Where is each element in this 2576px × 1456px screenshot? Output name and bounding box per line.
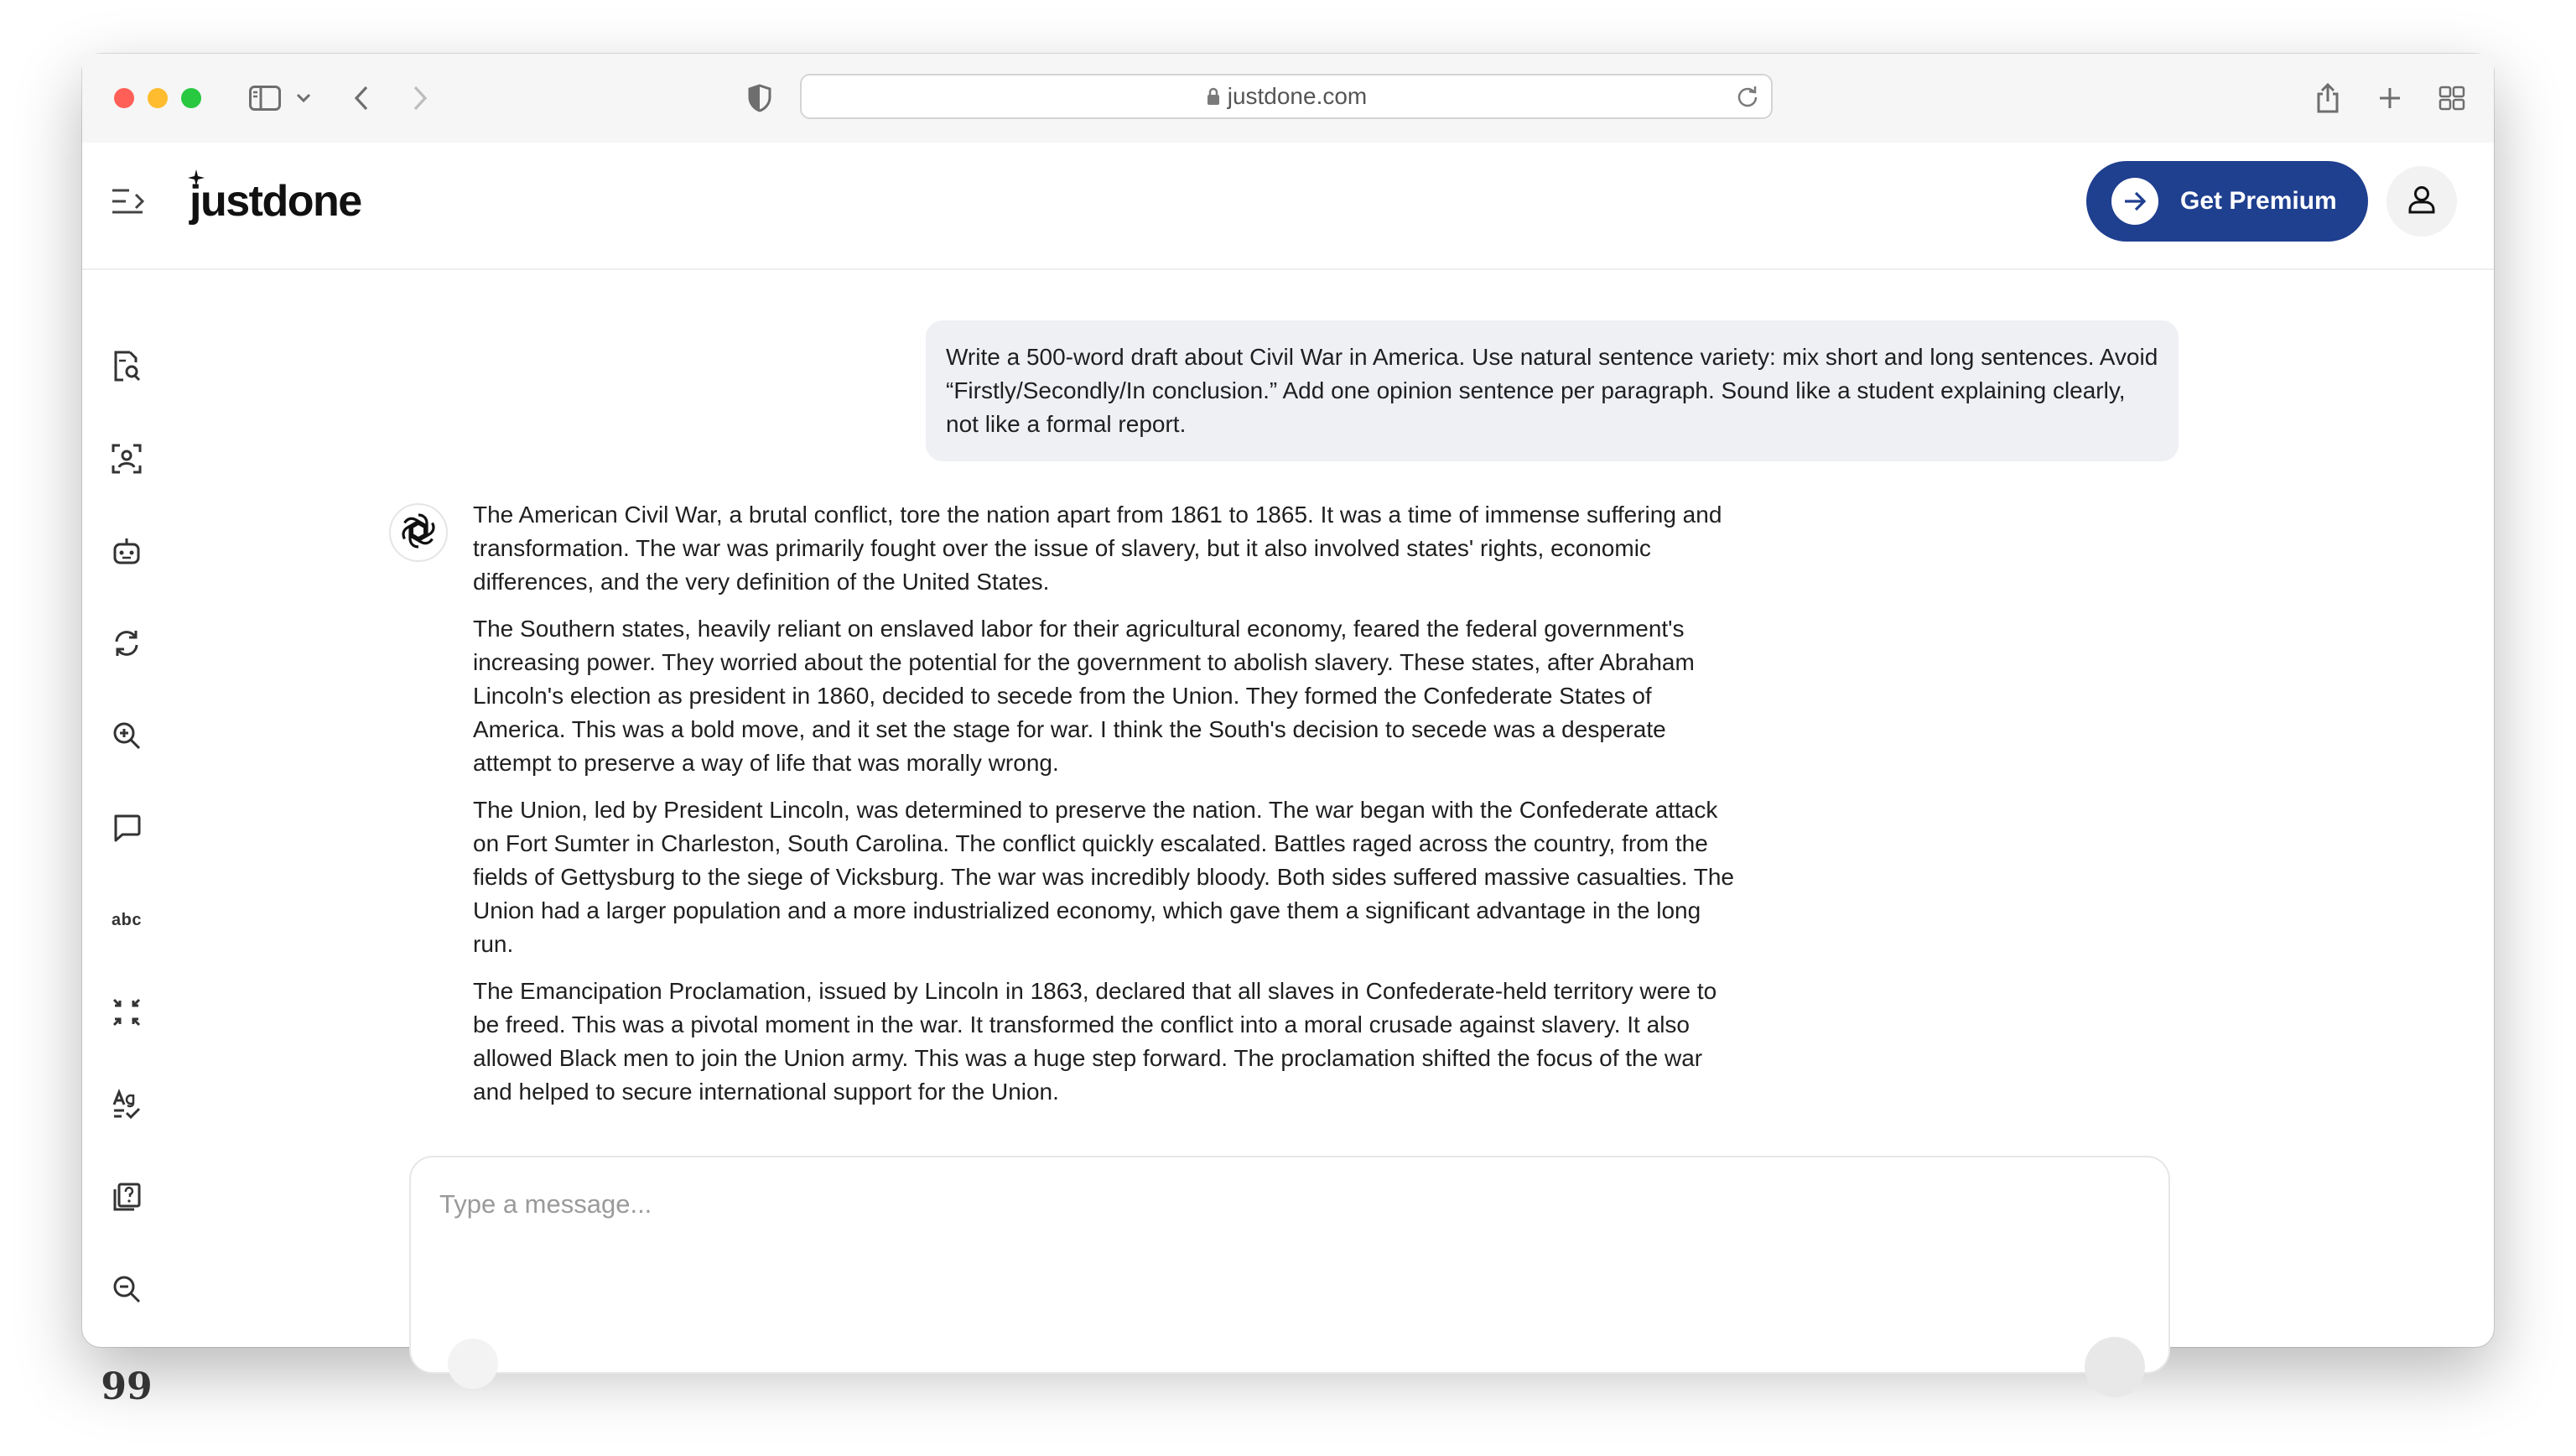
reload-icon[interactable] [1736, 85, 1759, 112]
response-paragraph: The American Civil War, a brutal conflict, tore the nation apart from 1861 to 1865. It was a time of immense suffering and transformation. The war was primarily fought over the issue of slavery, but it also involved states' rights, economic differences, and the very definition of the United States. [473, 502, 1722, 595]
message-input[interactable] [438, 1183, 1950, 1226]
response-paragraph: The Union, led by President Lincoln, was determined to preserve the nation. The war began with the Confederate attack on Fort Sumter in Charleston, South Carolina. The conflict quickly escalated. Battles raged across the country, from the fields of Gettysburg to the siege of Vicksburg. The war was incredibly bloody. Both sides suffered massive casualties. The Union had a larger population and a more industrialized economy, which gave them a significant advantage in the long run. [473, 797, 1734, 957]
scan-person-icon[interactable] [107, 439, 146, 478]
help-book-icon[interactable] [107, 1178, 146, 1216]
assistant-avatar [389, 503, 448, 562]
menu-expand-icon[interactable] [111, 186, 148, 221]
quote-icon[interactable]: 99 [101, 1365, 153, 1408]
logo[interactable]: justdone [190, 177, 361, 226]
share-icon[interactable] [2313, 79, 2343, 117]
rewrite-icon[interactable] [107, 624, 146, 663]
minimize-window-button[interactable] [148, 88, 168, 108]
browser-window [82, 54, 2494, 1408]
maximize-window-button[interactable] [181, 88, 201, 108]
privacy-shield-icon[interactable] [745, 79, 775, 117]
robot-icon[interactable] [107, 532, 146, 570]
lock-icon [1206, 77, 1221, 119]
message-composer [409, 1156, 2170, 1374]
document-search-icon[interactable] [107, 347, 146, 386]
compress-icon[interactable] [107, 993, 146, 1032]
user-message: Write a 500-word draft about Civil War in America. Use natural sentence variety: mix short and long sentences. Avoid “Firstly/Secondly/In conclusion.” Add one opinion sentence per paragraph. Sound like a student explaining clearly, not like a formal report. [926, 320, 2179, 461]
grammar-check-icon[interactable] [107, 1085, 146, 1124]
abc-icon[interactable]: abc [112, 910, 142, 929]
close-window-button[interactable] [114, 88, 134, 108]
app-header [82, 143, 2494, 270]
address-bar[interactable] [800, 74, 1773, 119]
arrow-right-icon [2111, 178, 2158, 225]
zoom-in-icon[interactable] [107, 716, 146, 755]
response-paragraph: The Emancipation Proclamation, issued by Lincoln in 1863, declared that all slaves in Confederate-held territory were to be freed. This was a pivotal moment in the war. It transformed the conflict into a moral crusade against slavery. It also allowed Black men to join the Union army. This was a huge step forward. The proclamation shifted the focus of the war and helped to secure international support for the Union. [473, 978, 1717, 1105]
back-icon[interactable] [349, 79, 374, 117]
forward-icon[interactable] [408, 79, 433, 117]
send-button[interactable] [2085, 1337, 2145, 1397]
response-paragraph: The Southern states, heavily reliant on enslaved labor for their agricultural economy, feared the federal government's increasing power. They worried about the potential for the government to abolish slavery. These states, after Abraham Lincoln's election as president in 1860, decided to secede from the Union. They formed the Confederate States of America. This was a bold move, and it set the stage for war. I think the South's decision to secede was a desperate attempt to preserve a way of life that was morally wrong. [473, 616, 1695, 776]
openai-logo-icon [397, 510, 439, 556]
browser-toolbar [82, 54, 2494, 144]
tool-sidebar [82, 270, 171, 1408]
tab-overview-icon[interactable] [2435, 79, 2469, 117]
user-avatar[interactable] [2386, 166, 2457, 237]
assistant-response [473, 498, 1739, 1216]
get-premium-button[interactable] [2086, 161, 2368, 242]
search-zoom-out-icon[interactable] [107, 1270, 146, 1308]
user-icon [2407, 185, 2437, 219]
sidebar-toggle-icon[interactable] [247, 79, 283, 117]
chevron-down-icon[interactable] [293, 79, 314, 117]
attach-button[interactable] [448, 1339, 498, 1389]
new-tab-icon[interactable] [2375, 79, 2405, 117]
url-text: justdone.com [1227, 83, 1368, 109]
get-premium-label: Get Premium [2180, 187, 2337, 215]
chat-icon[interactable] [107, 809, 146, 847]
